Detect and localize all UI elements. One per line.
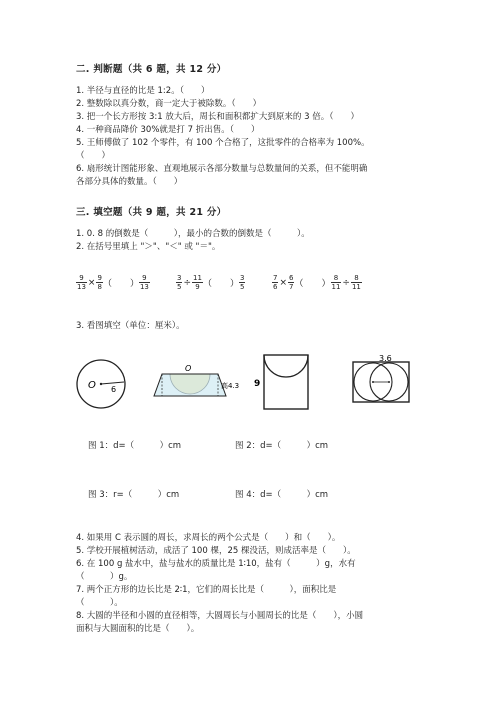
fraction: $\frac{8}{11}$ xyxy=(351,274,361,291)
center-label: O xyxy=(185,364,192,373)
figure-3-answer: 图 3：r=（ ）cm xyxy=(88,490,180,500)
figure-4-answer: 图 4：d=（ ）cm xyxy=(235,490,329,500)
section-title-fill: 三. 填空题（共 9 题，共 21 分） xyxy=(76,207,227,218)
fraction: $\frac{6}{7}$ xyxy=(289,274,294,291)
fraction: $\frac{3}{5}$ xyxy=(239,274,245,291)
fill-item-7-cont: （ ）。 xyxy=(76,598,123,608)
figure-1-circle xyxy=(70,356,132,412)
judge-item-5-cont: （ ） xyxy=(76,151,111,161)
fill-item-6-cont: （ ）g。 xyxy=(76,572,133,582)
answer-blank: （ ） xyxy=(102,279,139,289)
fraction: $\frac{7}{6}$ xyxy=(273,274,278,291)
judge-item-1: 1. 半径与直径的比是 1:2。（ ） xyxy=(76,86,210,96)
radius-label: 6 xyxy=(111,385,117,394)
judge-item-2: 2. 整数除以真分数，商一定大于被除数。（ ） xyxy=(76,99,262,109)
fill-item-1: 1. 0. 8 的倒数是（ ），最小的合数的倒数是（ ）。 xyxy=(76,229,310,239)
fraction: $\frac{9}{13}$ xyxy=(139,274,149,291)
fill-item-8-cont: 面积与大圆面积的比是（ ）。 xyxy=(76,624,200,634)
center-label: O xyxy=(88,380,96,391)
compare-expr-2: $\frac{3}{5}$ ÷ $\frac{11}{9}$ （ ） $\frac{3}{5}$ xyxy=(177,274,245,291)
answer-blank: （ ） xyxy=(294,279,331,289)
answer-blank: （ ） xyxy=(202,279,239,289)
judge-item-6-cont: 各部分具体的数量。（ ） xyxy=(76,177,183,187)
fill-item-4: 4. 如果用 C 表示圆的周长，求周长的两个公式是（ ）和（ ）。 xyxy=(76,533,341,543)
fill-item-8: 8. 大圆的半径和小圆的直径相等，大圆周长与小圆周长的比是（ ），小圆 xyxy=(76,611,364,621)
fraction: $\frac{8}{11}$ xyxy=(331,274,341,291)
figure-3-square xyxy=(252,352,314,412)
section-title-judge: 二. 判断题（共 6 题，共 12 分） xyxy=(76,64,227,75)
fill-item-6: 6. 在 100 g 盐水中，盐与盐水的质量比是 1∶10，盐有（ ）g，水有 xyxy=(76,559,356,569)
compare-expr-3: $\frac{7}{6}$ × $\frac{6}{7}$ （ ） $\frac{8}{11}$ ÷ $\frac{8}{11}$ xyxy=(273,274,361,291)
side-label: 9 xyxy=(254,379,261,389)
judge-item-3: 3. 把一个长方形按 3:1 放大后，周长和面积都扩大到原来的 3 倍。（ ） xyxy=(76,112,359,122)
figure-4-rectangle xyxy=(345,354,415,410)
figure-2-trapezoid xyxy=(142,356,240,404)
figure-1-answer: 图 1：d=（ ）cm xyxy=(88,441,182,451)
judge-item-4: 4. 一种商品降价 30%就是打 7 折出售。（ ） xyxy=(76,125,260,135)
dimension-label: 3.6 xyxy=(379,354,392,363)
fill-item-3: 3. 看图填空（单位：厘米）。 xyxy=(76,321,185,331)
fill-item-2: 2. 在括号里填上 "＞"、"＜" 或 "＝"。 xyxy=(76,242,221,252)
figure-2-answer: 图 2：d=（ ）cm xyxy=(235,441,329,451)
fill-item-5: 5. 学校开展植树活动，成活了 100 棵，25 棵没活，则成活率是（ ）。 xyxy=(76,546,356,556)
fraction: $\frac{11}{9}$ xyxy=(193,274,202,291)
fraction: $\frac{3}{5}$ xyxy=(177,274,182,291)
compare-expr-1: $\frac{9}{13}$ × $\frac{9}{8}$ （ ） $\frac{9}{13}$ xyxy=(77,274,149,291)
height-label: 高4.3 xyxy=(221,382,240,390)
fraction: $\frac{9}{13}$ xyxy=(77,274,86,291)
judge-item-5: 5. 王师傅做了 102 个零件，有 100 个合格了，这批零件的合格率为 100%。 xyxy=(76,138,370,148)
fraction: $\frac{9}{8}$ xyxy=(97,274,102,291)
judge-item-6: 6. 扇形统计图能形象、直观地展示各部分数量与总数量间的关系，但不能明确 xyxy=(76,164,368,174)
fill-item-7: 7. 两个正方形的边长比是 2∶1，它们的周长比是（ ），面积比是 xyxy=(76,585,337,595)
